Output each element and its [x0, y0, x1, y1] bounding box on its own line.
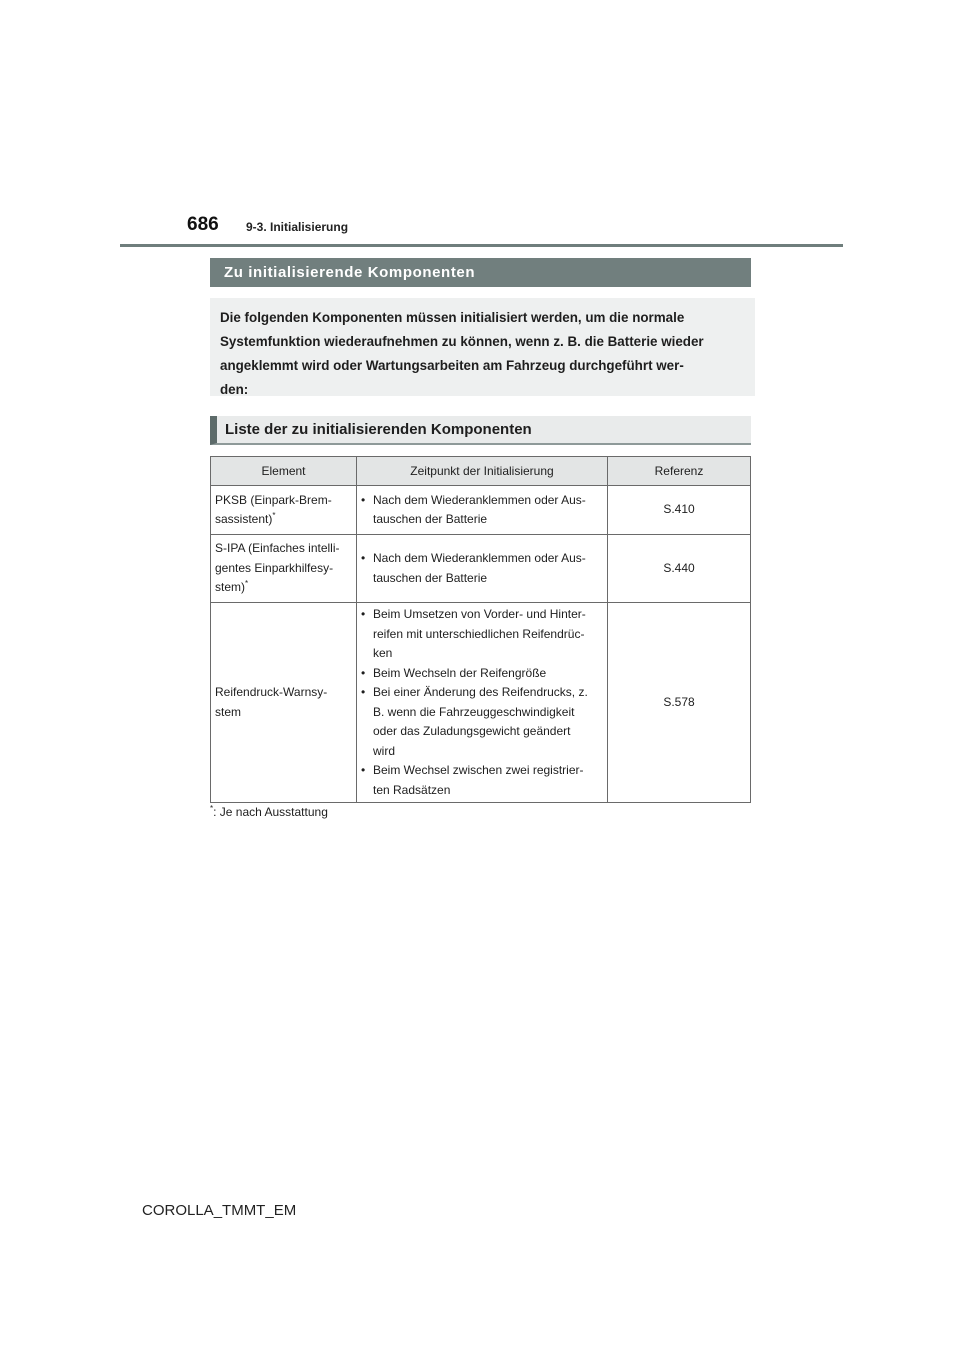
- element-cell: S-IPA (Einfaches intelli- gentes Einparkhilfesy- stem)*: [211, 535, 357, 603]
- section-title: 9-3. Initialisierung: [246, 220, 349, 234]
- time-cell: [357, 486, 608, 535]
- intro-box: [210, 298, 755, 396]
- reference-cell: S.578: [608, 603, 751, 803]
- components-table: [210, 456, 751, 803]
- table-row: [211, 603, 751, 803]
- list-item: • Nach dem Wiederanklemmen oder Aus- tauschen der Batterie: [361, 491, 603, 530]
- list-item: • Beim Wechseln der Reifengröße: [361, 664, 603, 684]
- table-row: [211, 486, 751, 535]
- header-reference: Referenz: [608, 457, 751, 486]
- footnote: [210, 805, 328, 819]
- subheading-title: Liste der zu initialisierenden Komponenten: [225, 421, 532, 438]
- intro-line: den:: [220, 382, 249, 397]
- page-number: 686: [187, 214, 219, 235]
- intro-line: Die folgenden Komponenten müssen initialisiert werden, um die normale: [220, 310, 685, 325]
- element-cell: Reifendruck-Warnsy- stem: [211, 603, 357, 803]
- list-item: • Nach dem Wiederanklemmen oder Aus- tauschen der Batterie: [361, 549, 603, 588]
- list-item: • Beim Umsetzen von Vorder- und Hinter- reifen mit unterschiedlichen Reifendrüc- ken: [361, 605, 603, 664]
- list-item: • Beim Wechsel zwischen zwei registrier- ten Radsätzen: [361, 761, 603, 800]
- document-code: COROLLA_TMMT_EM: [142, 1202, 297, 1219]
- table-row: [211, 535, 751, 603]
- list-item: • Bei einer Änderung des Reifendrucks, z. B. wenn die Fahrzeuggeschwindigkeit oder das Zuladungsgewicht geändert wird: [361, 683, 603, 761]
- header-divider: [120, 244, 843, 247]
- reference-cell: S.440: [608, 535, 751, 603]
- section-banner: [210, 258, 751, 287]
- element-cell: PKSB (Einpark-Brem- sassistent)*: [211, 486, 357, 535]
- time-cell: [357, 535, 608, 603]
- subheading: [210, 416, 751, 445]
- intro-text: [220, 306, 745, 402]
- header-element: Element: [211, 457, 357, 486]
- footnote-mark: *: [245, 579, 249, 589]
- footnote-mark: *: [210, 804, 214, 813]
- footnote-text: : Je nach Ausstattung: [213, 805, 328, 819]
- table-header-row: [211, 457, 751, 486]
- intro-line: angeklemmt wird oder Wartungsarbeiten am Fahrzeug durchgeführt wer-: [220, 358, 684, 373]
- header-time: Zeitpunkt der Initialisierung: [357, 457, 608, 486]
- banner-title: Zu initialisierende Komponenten: [224, 264, 476, 281]
- time-cell: [357, 603, 608, 803]
- footnote-mark: *: [272, 511, 276, 520]
- reference-cell: S.410: [608, 486, 751, 535]
- intro-line: Systemfunktion wiederaufnehmen zu können, wenn z. B. die Batterie wieder: [220, 334, 704, 349]
